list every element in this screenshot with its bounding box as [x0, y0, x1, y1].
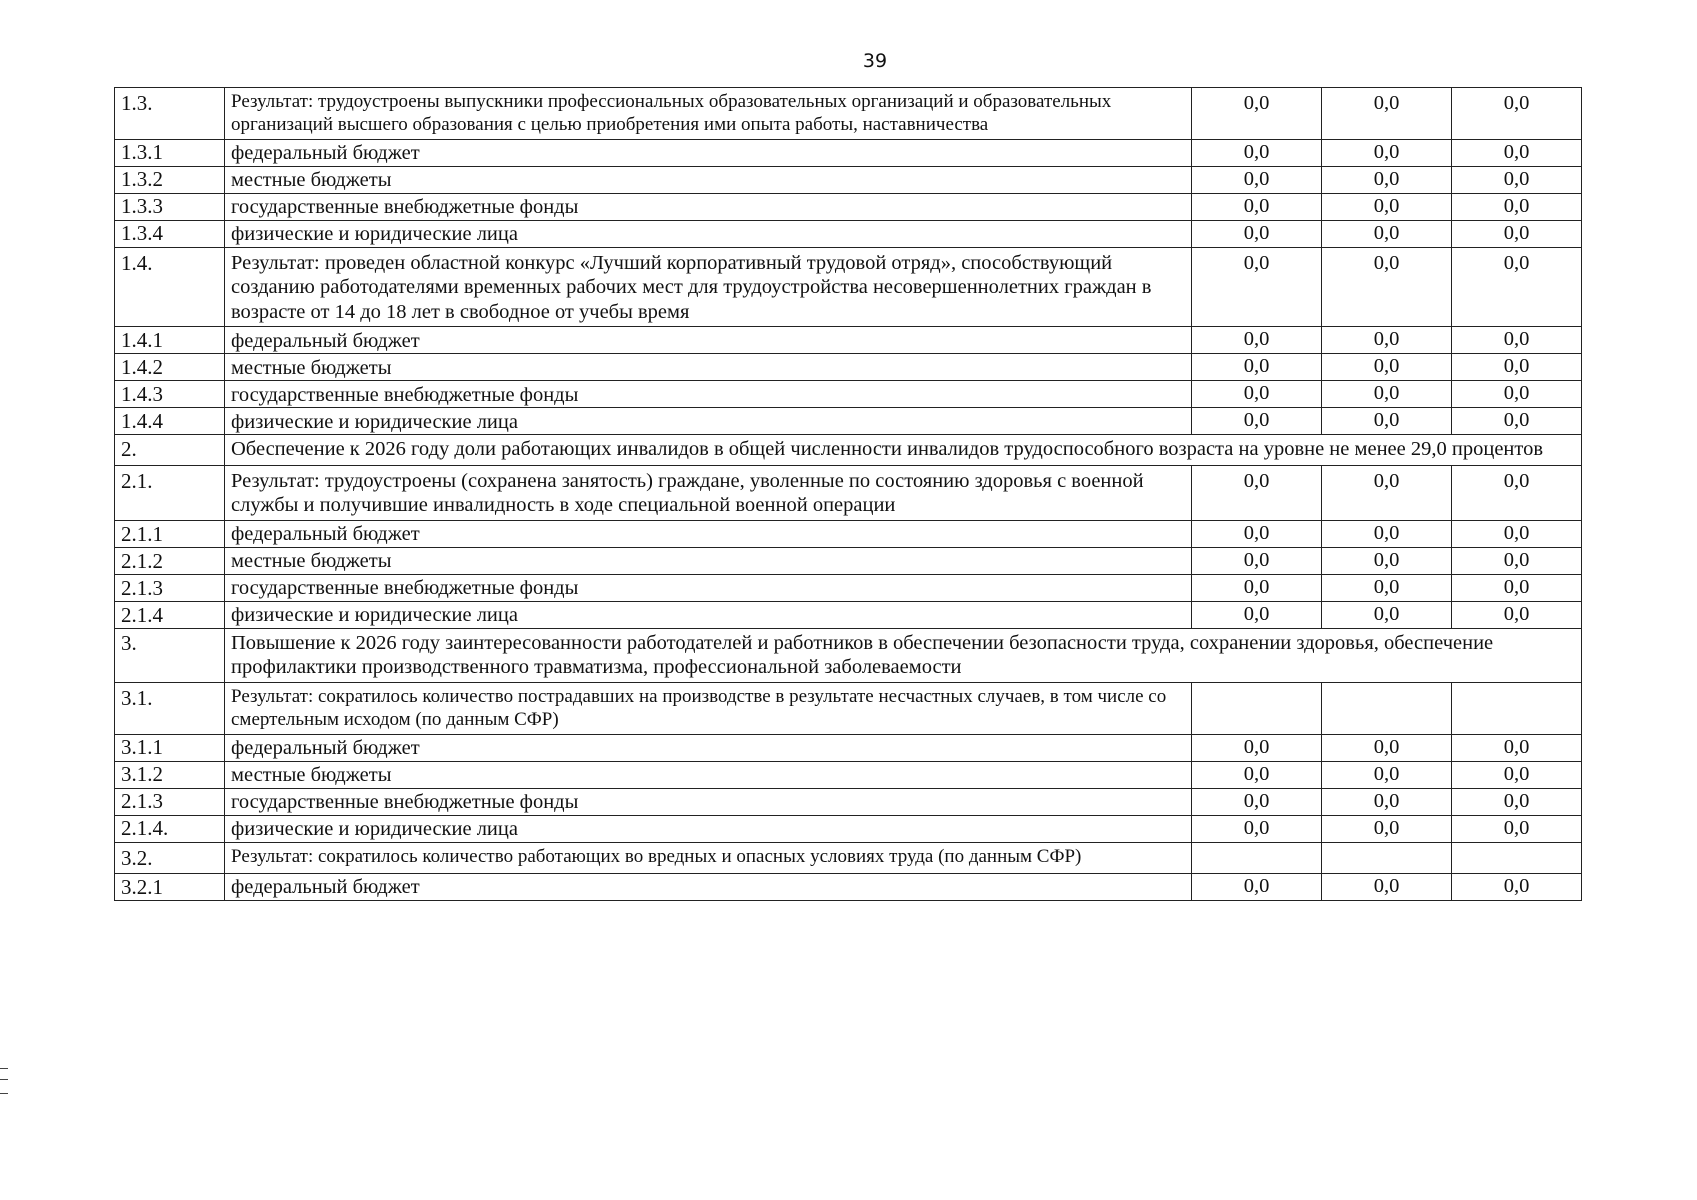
- row-description: физические и юридические лица: [225, 601, 1192, 628]
- value-cell-2: 0,0: [1322, 547, 1452, 574]
- row-number: 2.1.2: [115, 547, 225, 574]
- row-number: 2.1.4.: [115, 815, 225, 842]
- value-cell-3: 0,0: [1452, 381, 1582, 408]
- value-cell-1: 0,0: [1192, 247, 1322, 327]
- value-cell-1: 0,0: [1192, 465, 1322, 520]
- row-number: 1.4.3: [115, 381, 225, 408]
- funding-row: [115, 381, 1582, 408]
- funding-row: [115, 520, 1582, 547]
- value-cell-1: 0,0: [1192, 354, 1322, 381]
- value-cell-2: 0,0: [1322, 734, 1452, 761]
- goal-row: [115, 628, 1582, 682]
- value-cell-3: 0,0: [1452, 601, 1582, 628]
- value-cell-2: 0,0: [1322, 873, 1452, 900]
- value-cell-3: 0,0: [1452, 166, 1582, 193]
- row-number: 1.3.2: [115, 166, 225, 193]
- page-number: 39: [862, 50, 888, 72]
- row-number: 2.1.4: [115, 601, 225, 628]
- value-cell-2: 0,0: [1322, 220, 1452, 247]
- value-cell-3: 0,0: [1452, 354, 1582, 381]
- value-cell-2: 0,0: [1322, 574, 1452, 601]
- value-cell-3: 0,0: [1452, 761, 1582, 788]
- value-cell-3: 0,0: [1452, 247, 1582, 327]
- value-cell-1: [1192, 682, 1322, 734]
- value-cell-2: 0,0: [1322, 601, 1452, 628]
- row-number: 3.2.: [115, 842, 225, 873]
- value-cell-2: 0,0: [1322, 247, 1452, 327]
- budget-table: [114, 87, 1582, 901]
- goal-row: [115, 435, 1582, 465]
- value-cell-1: 0,0: [1192, 139, 1322, 166]
- value-cell-2: 0,0: [1322, 761, 1452, 788]
- row-description: федеральный бюджет: [225, 734, 1192, 761]
- value-cell-1: 0,0: [1192, 601, 1322, 628]
- value-cell-1: 0,0: [1192, 520, 1322, 547]
- value-cell-3: 0,0: [1452, 327, 1582, 354]
- value-cell-1: 0,0: [1192, 873, 1322, 900]
- row-number: 1.3.3: [115, 193, 225, 220]
- funding-row: [115, 873, 1582, 900]
- value-cell-2: [1322, 682, 1452, 734]
- row-number: 3.2.1: [115, 873, 225, 900]
- value-cell-3: 0,0: [1452, 193, 1582, 220]
- value-cell-1: 0,0: [1192, 166, 1322, 193]
- value-cell-1: 0,0: [1192, 788, 1322, 815]
- result-row: [115, 682, 1582, 734]
- value-cell-3: [1452, 842, 1582, 873]
- funding-row: [115, 761, 1582, 788]
- value-cell-3: 0,0: [1452, 815, 1582, 842]
- row-description: Результат: трудоустроены выпускники профессиональных образовательных организаций и образовательных организаций высшего образования с целью приобретения ими опыта работы, наставничества: [225, 88, 1192, 140]
- value-cell-1: 0,0: [1192, 734, 1322, 761]
- row-number: 2.1.: [115, 465, 225, 520]
- budget-table-body: [115, 88, 1582, 901]
- row-description: местные бюджеты: [225, 547, 1192, 574]
- row-number: 1.3.1: [115, 139, 225, 166]
- value-cell-2: 0,0: [1322, 408, 1452, 435]
- value-cell-1: 0,0: [1192, 547, 1322, 574]
- result-row: [115, 842, 1582, 873]
- value-cell-2: 0,0: [1322, 381, 1452, 408]
- margin-mark: [0, 1068, 8, 1094]
- row-description: Обеспечение к 2026 году доли работающих инвалидов в общей численности инвалидов трудоспособного возраста на уровне не менее 29,0 процентов: [225, 435, 1582, 465]
- value-cell-1: 0,0: [1192, 327, 1322, 354]
- value-cell-2: 0,0: [1322, 788, 1452, 815]
- funding-row: [115, 193, 1582, 220]
- row-description: местные бюджеты: [225, 354, 1192, 381]
- funding-row: [115, 601, 1582, 628]
- row-description: федеральный бюджет: [225, 873, 1192, 900]
- row-description: Результат: сократилось количество пострадавших на производстве в результате несчастных случаев, в том числе со смертельным исходом (по данным СФР): [225, 682, 1192, 734]
- funding-row: [115, 734, 1582, 761]
- row-description: федеральный бюджет: [225, 327, 1192, 354]
- value-cell-1: [1192, 842, 1322, 873]
- value-cell-1: 0,0: [1192, 381, 1322, 408]
- funding-row: [115, 327, 1582, 354]
- value-cell-1: 0,0: [1192, 88, 1322, 140]
- value-cell-2: 0,0: [1322, 139, 1452, 166]
- row-description: государственные внебюджетные фонды: [225, 574, 1192, 601]
- row-description: физические и юридические лица: [225, 815, 1192, 842]
- value-cell-3: 0,0: [1452, 520, 1582, 547]
- value-cell-2: 0,0: [1322, 465, 1452, 520]
- value-cell-3: 0,0: [1452, 574, 1582, 601]
- row-description: Результат: сократилось количество работающих во вредных и опасных условиях труда (по данным СФР): [225, 842, 1192, 873]
- row-number: 2.: [115, 435, 225, 465]
- row-description: физические и юридические лица: [225, 408, 1192, 435]
- row-number: 1.3.: [115, 88, 225, 140]
- row-number: 2.1.3: [115, 788, 225, 815]
- funding-row: [115, 815, 1582, 842]
- result-row: [115, 247, 1582, 327]
- row-description: государственные внебюджетные фонды: [225, 381, 1192, 408]
- value-cell-1: 0,0: [1192, 761, 1322, 788]
- value-cell-2: 0,0: [1322, 520, 1452, 547]
- value-cell-2: 0,0: [1322, 354, 1452, 381]
- value-cell-1: 0,0: [1192, 408, 1322, 435]
- value-cell-3: 0,0: [1452, 465, 1582, 520]
- row-description: Результат: трудоустроены (сохранена занятость) граждане, уволенные по состоянию здоровья с военной службы и получившие инвалидность в ходе специальной военной операции: [225, 465, 1192, 520]
- value-cell-3: 0,0: [1452, 788, 1582, 815]
- row-description: государственные внебюджетные фонды: [225, 193, 1192, 220]
- row-description: федеральный бюджет: [225, 139, 1192, 166]
- row-number: 1.3.4: [115, 220, 225, 247]
- value-cell-2: 0,0: [1322, 88, 1452, 140]
- value-cell-3: 0,0: [1452, 408, 1582, 435]
- value-cell-2: 0,0: [1322, 166, 1452, 193]
- funding-row: [115, 408, 1582, 435]
- row-number: 3.1.: [115, 682, 225, 734]
- row-number: 3.1.1: [115, 734, 225, 761]
- funding-row: [115, 166, 1582, 193]
- row-number: 2.1.3: [115, 574, 225, 601]
- funding-row: [115, 220, 1582, 247]
- value-cell-3: 0,0: [1452, 734, 1582, 761]
- row-number: 1.4.1: [115, 327, 225, 354]
- row-number: 3.: [115, 628, 225, 682]
- row-number: 1.4.4: [115, 408, 225, 435]
- row-description: физические и юридические лица: [225, 220, 1192, 247]
- value-cell-3: 0,0: [1452, 88, 1582, 140]
- value-cell-3: 0,0: [1452, 139, 1582, 166]
- funding-row: [115, 788, 1582, 815]
- funding-row: [115, 354, 1582, 381]
- value-cell-1: 0,0: [1192, 574, 1322, 601]
- row-description: местные бюджеты: [225, 166, 1192, 193]
- value-cell-2: 0,0: [1322, 327, 1452, 354]
- result-row: [115, 88, 1582, 140]
- row-number: 2.1.1: [115, 520, 225, 547]
- value-cell-1: 0,0: [1192, 220, 1322, 247]
- row-description: местные бюджеты: [225, 761, 1192, 788]
- funding-row: [115, 139, 1582, 166]
- value-cell-1: 0,0: [1192, 193, 1322, 220]
- row-description: Повышение к 2026 году заинтересованности работодателей и работников в обеспечении безопасности труда, сохранении здоровья, обеспечение профилактики производственного травматизма, профессиональной заболеваемости: [225, 628, 1582, 682]
- value-cell-3: [1452, 682, 1582, 734]
- row-number: 1.4.: [115, 247, 225, 327]
- value-cell-3: 0,0: [1452, 547, 1582, 574]
- value-cell-2: [1322, 842, 1452, 873]
- funding-row: [115, 574, 1582, 601]
- row-number: 3.1.2: [115, 761, 225, 788]
- value-cell-2: 0,0: [1322, 815, 1452, 842]
- value-cell-1: 0,0: [1192, 815, 1322, 842]
- value-cell-3: 0,0: [1452, 873, 1582, 900]
- funding-row: [115, 547, 1582, 574]
- result-row: [115, 465, 1582, 520]
- row-description: федеральный бюджет: [225, 520, 1192, 547]
- value-cell-3: 0,0: [1452, 220, 1582, 247]
- row-description: государственные внебюджетные фонды: [225, 788, 1192, 815]
- row-number: 1.4.2: [115, 354, 225, 381]
- row-description: Результат: проведен областной конкурс «Лучший корпоративный трудовой отряд», способствующий созданию работодателями временных рабочих мест для трудоустройства несовершеннолетних граждан в возрасте от 14 до 18 лет в свободное от учебы время: [225, 247, 1192, 327]
- value-cell-2: 0,0: [1322, 193, 1452, 220]
